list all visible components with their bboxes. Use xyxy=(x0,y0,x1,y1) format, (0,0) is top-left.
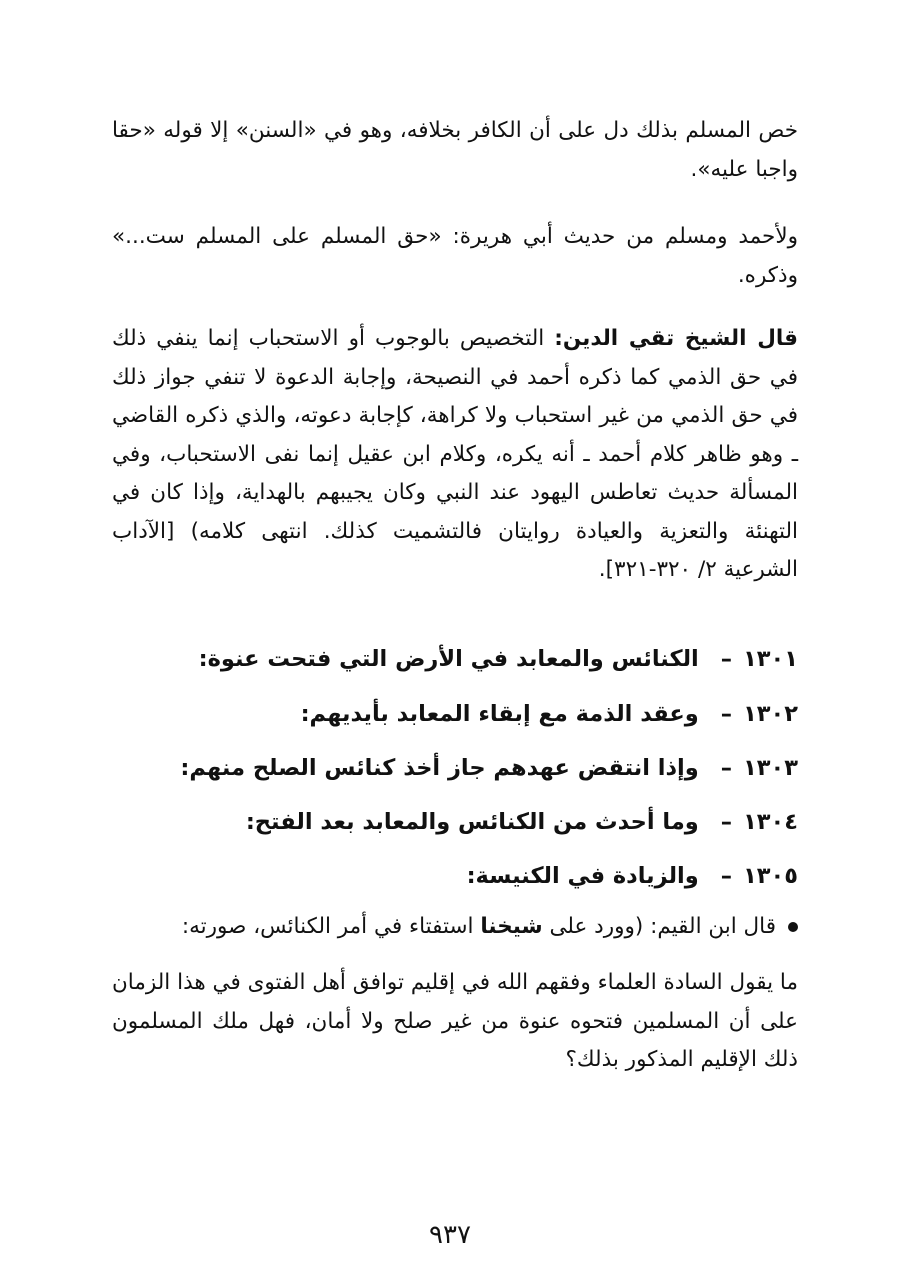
section-title: والزيادة في الكنيسة: xyxy=(466,863,699,889)
bullet-bold: شيخنا xyxy=(480,914,543,939)
section-dash: – xyxy=(720,701,732,727)
section-number: ١٣٠٥ xyxy=(743,863,798,889)
paragraph-3-text: التخصيص بالوجوب أو الاستحباب إنما ينفي ذلك في حق الذمي كما ذكره أحمد في النصيحة، وإجابة الدعوة لا تنفي جواز ذلك في حق الذمي من غير استحباب ولا كراهة، كإجابة دعوته، والذي ذكره القاضي ـ وهو ظاهر كلام أحمد ـ أنه يكره، وكلام ابن عقيل إنما نفى الاستحباب، وفي المسألة حديث تعاطس اليهود عند النبي وكان يجيبهم بالهداية، وإذا كان في التهنئة والتعزية والعيادة روايتان فالتشميت كذلك. انتهى كلامه) [الآداب الشرعية ٢/ ٣٢٠-٣٢١]. xyxy=(112,326,798,582)
section-heading-1303 xyxy=(112,749,798,787)
paragraph-2 xyxy=(112,218,798,295)
paragraph-3 xyxy=(112,320,798,590)
question-paragraph xyxy=(112,964,798,1080)
section-number: ١٣٠٤ xyxy=(743,809,798,835)
section-dash: – xyxy=(720,646,732,672)
page-number: ٩٣٧ xyxy=(429,1220,471,1250)
book-page xyxy=(0,102,900,1271)
speaker-name: قال الشيخ تقي الدين: xyxy=(554,326,798,351)
section-title: وما أحدث من الكنائس والمعابد بعد الفتح: xyxy=(245,809,699,835)
paragraph-1-text: خص المسلم بذلك دل على أن الكافر بخلافه، وهو في «السنن» إلا قوله «حقا واجبا عليه». xyxy=(112,118,798,182)
section-dash: – xyxy=(720,863,732,889)
section-dash: – xyxy=(720,809,732,835)
quote-bullet xyxy=(112,908,798,946)
section-number: ١٣٠١ xyxy=(743,646,798,672)
section-heading-1304 xyxy=(112,803,798,841)
section-title: الكنائس والمعابد في الأرض التي فتحت عنوة: xyxy=(198,646,699,672)
section-number: ١٣٠٢ xyxy=(743,701,798,727)
bullet-suffix: استفتاء في أمر الكنائس، صورته: xyxy=(181,914,481,939)
paragraph-2-text: ولأحمد ومسلم من حديث أبي هريرة: «حق المسلم على المسلم ست...» وذكره. xyxy=(112,224,798,288)
paragraph-1 xyxy=(112,112,798,189)
section-heading-1302 xyxy=(112,695,798,733)
question-text: ما يقول السادة العلماء وفقهم الله في إقليم توافق أهل الفتوى في هذا الزمان على أن المسلمين فتحوه عنوة من غير صلح ولا أمان، فهل ملك المسلمون ذلك الإقليم المذكور بذلك؟ xyxy=(112,970,798,1072)
section-title: وإذا انتقض عهدهم جاز أخذ كنائس الصلح منهم: xyxy=(180,755,699,781)
section-title: وعقد الذمة مع إبقاء المعابد بأيديهم: xyxy=(300,701,699,727)
section-heading-1301 xyxy=(112,640,798,678)
bullet-dot-icon xyxy=(788,922,798,932)
section-number: ١٣٠٣ xyxy=(743,755,798,781)
bullet-prefix: قال ابن القيم: (وورد على xyxy=(542,914,776,939)
section-dash: – xyxy=(720,755,732,781)
section-heading-1305 xyxy=(112,857,798,895)
